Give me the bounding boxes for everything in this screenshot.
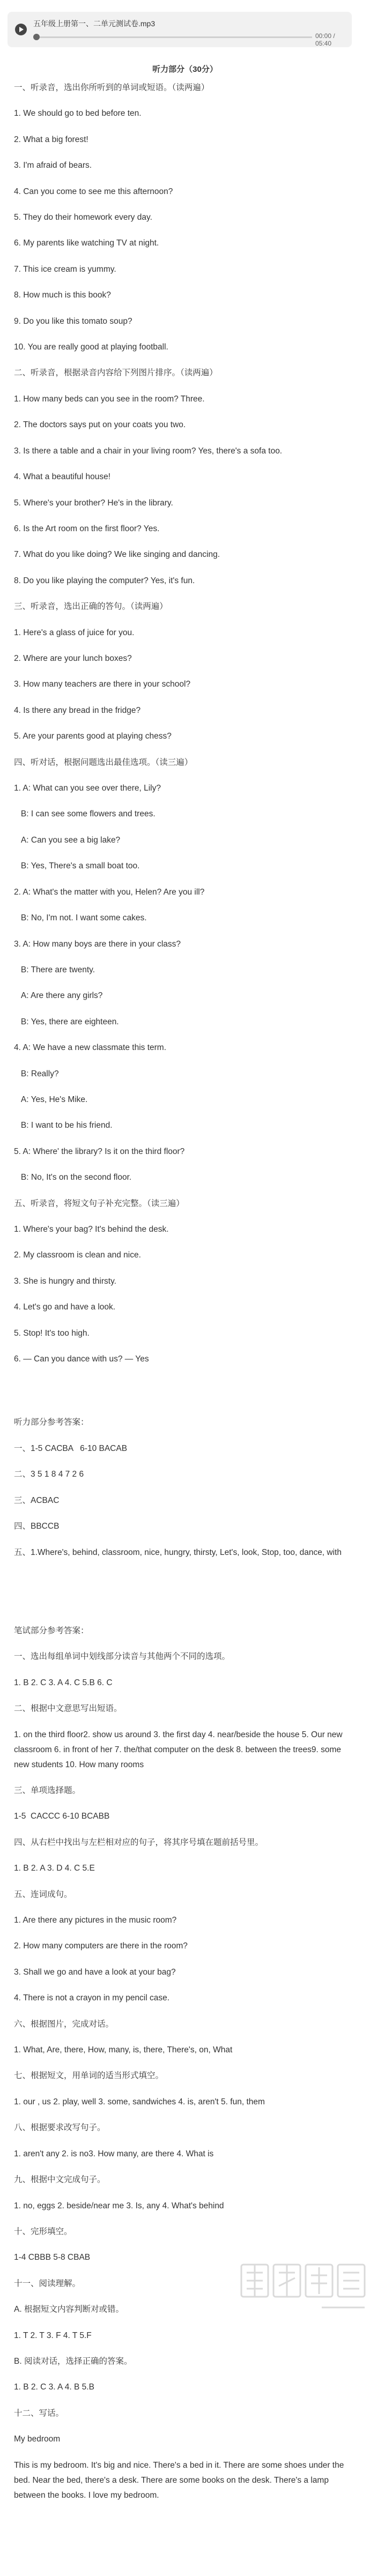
paragraph: 6. — Can you dance with us? — Yes <box>14 1354 149 1364</box>
paragraph: 一、听录音，选出你所听到的单词或短语。（读两遍） <box>14 83 210 92</box>
watermark <box>236 2254 370 2334</box>
paragraph: 2. My classroom is clean and nice. <box>14 1250 141 1260</box>
paragraph: 十二、写话。 <box>14 2409 64 2418</box>
paragraph: 1-4 CBBB 5-8 CBAB <box>14 2253 91 2262</box>
paragraph: 1. no, eggs 2. beside/near me 3. Is, any 4. What's behind <box>14 2201 224 2210</box>
paragraph: 1. T 2. T 3. F 4. T 5.F <box>14 2331 92 2340</box>
paragraph: My bedroom <box>14 2434 61 2444</box>
paragraph: 1. B 2. C 3. A 4. C 5.B 6. C <box>14 1678 113 1687</box>
paragraph: 5. They do their homework every day. <box>14 213 152 222</box>
paragraph: 5. Where's your brother? He's in the library. <box>14 498 173 508</box>
audio-player[interactable] <box>8 12 352 47</box>
paragraph: 3. She is hungry and thirsty. <box>14 1277 116 1286</box>
paragraph: 二、听录音，根据录音内容给下列图片排序。（读两遍） <box>14 368 218 377</box>
paragraph: 8. Do you like playing the computer? Yes, it's fun. <box>14 576 195 585</box>
paragraph: 1. on the third floor2. show us around 3. the first day 4. near/beside the house 5. Our new classroom 6. in front of her 7. the/that computer on the desk 8. between the trees9. some new students 10. How many rooms <box>14 1730 345 1769</box>
paragraph: 二、3 5 1 8 4 7 2 6 <box>14 1470 84 1479</box>
paragraph: 1. How many beds can you see in the room? Three. <box>14 394 205 404</box>
paragraph: 3. I'm afraid of bears. <box>14 161 92 170</box>
paragraph: 3. Is there a table and a chair in your living room? Yes, there's a sofa too. <box>14 446 283 456</box>
audio-file-name: 五年级上册第一、二单元测试卷.mp3 <box>33 19 156 28</box>
paragraph: B: I want to be his friend. <box>14 1121 113 1130</box>
paragraph: 四、从右栏中找出与左栏相对应的句子，将其序号填在题前括号里。 <box>14 1838 264 1847</box>
paragraph: 三、单项选择题。 <box>14 1786 81 1795</box>
paragraph: A: Yes, He's Mike. <box>14 1095 88 1104</box>
paragraph: 五、1.Where's, behind, classroom, nice, hungry, thirsty, Let's, look, Stop, too, dance, with <box>14 1548 342 1557</box>
paragraph: B: No, I'm not. I want some cakes. <box>14 913 147 922</box>
paragraph: 2. A: What's the matter with you, Helen? Are you ill? <box>14 888 205 897</box>
paragraph: 1. B 2. A 3. D 4. C 5.E <box>14 1864 95 1873</box>
paragraph: B: Yes, There's a small boat too. <box>14 861 140 870</box>
paragraph: 八、根据要求改写句子。 <box>14 2123 106 2132</box>
audio-progress-track[interactable] <box>33 36 312 38</box>
paragraph: 4. Let's go and have a look. <box>14 1302 116 1312</box>
paragraph: 二、根据中文意思写出短语。 <box>14 1704 122 1713</box>
paragraph: A: Are there any girls? <box>14 991 103 1000</box>
paragraph: B: I can see some flowers and trees. <box>14 809 156 818</box>
paragraph: 7. What do you like doing? We like singing and dancing. <box>14 550 220 559</box>
watermark-logo <box>236 2254 370 2334</box>
paragraph: 1-5 CACCC 6-10 BCABB <box>14 1812 110 1821</box>
paragraph: 6. Is the Art room on the first floor? Yes. <box>14 524 160 533</box>
paragraph: 1. our , us 2. play, well 3. some, sandwiches 4. is, aren't 5. fun, them <box>14 2097 265 2106</box>
paragraph: 6. My parents like watching TV at night. <box>14 239 159 248</box>
paragraph: This is my bedroom. It's big and nice. There's a bed in it. There are some shoes under the bed. Near the bed, there's a desk. There are some books on the desk. There's a lamp between the books. I love my bedroom. <box>14 2461 346 2500</box>
paragraph: 8. How much is this book? <box>14 291 111 300</box>
paragraph: 1. A: What can you see over there, Lily? <box>14 784 161 793</box>
paragraph: 4. There is not a crayon in my pencil case. <box>14 1993 170 2002</box>
paragraph: 五、听录音，将短文句子补充完整。（读三遍） <box>14 1199 184 1208</box>
paragraph: 1. We should go to bed before ten. <box>14 109 142 118</box>
paragraph: 2. How many computers are there in the room? <box>14 1941 188 1950</box>
paragraph: 一、选出每组单词中划线部分读音与其他两个不同的选项。 <box>14 1652 231 1661</box>
paragraph: 5. Are your parents good at playing chess? <box>14 732 172 741</box>
paragraph: 3. How many teachers are there in your school? <box>14 680 191 689</box>
paragraph: 五、连词成句。 <box>14 1890 72 1899</box>
paragraph: 1. Here's a glass of juice for you. <box>14 628 135 637</box>
paragraph: 十、完形填空。 <box>14 2227 72 2236</box>
paragraph: 听力部分参考答案： <box>14 1418 89 1427</box>
paragraph: 九、根据中文完成句子。 <box>14 2175 106 2184</box>
paragraph: B: Really? <box>14 1069 59 1078</box>
paragraph: 四、听对话，根据问题选出最佳选项。（读三遍） <box>14 758 193 767</box>
paragraph: 1. Are there any pictures in the music room? <box>14 1916 177 1925</box>
paragraph: B: Yes, there are eighteen. <box>14 1017 119 1026</box>
paragraph: 3. A: How many boys are there in your class? <box>14 940 181 949</box>
paragraph: 4. Can you come to see me this afternoon? <box>14 187 173 196</box>
paragraph: 4. What a beautiful house! <box>14 472 111 481</box>
section-title: 听力部分（30分） <box>152 65 218 74</box>
play-icon[interactable] <box>15 24 27 35</box>
audio-time: 00:00 / 05:40 <box>315 32 335 47</box>
paragraph: 2. What a big forest! <box>14 135 88 144</box>
audio-progress-knob[interactable] <box>33 34 40 40</box>
paragraph: 4. Is there any bread in the fridge? <box>14 706 141 715</box>
paragraph: 三、ACBAC <box>14 1496 60 1505</box>
paragraph: B. 阅读对话，选择正确的答案。 <box>14 2357 132 2366</box>
paragraph: 1. aren't any 2. is no3. How many, are there 4. What is <box>14 2149 214 2158</box>
paragraph: 3. Shall we go and have a look at your bag? <box>14 1968 176 1977</box>
paragraph: 1. What, Are, there, How, many, is, there, There's, on, What <box>14 2045 233 2054</box>
paragraph: 四、BBCCB <box>14 1522 60 1531</box>
paragraph: 七、根据短文，用单词的适当形式填空。 <box>14 2071 164 2080</box>
paragraph: 2. Where are your lunch boxes? <box>14 654 132 663</box>
paragraph: 十一、阅读理解。 <box>14 2279 81 2288</box>
paragraph: 5. A: Where' the library? Is it on the third floor? <box>14 1147 185 1156</box>
paragraph: B: There are twenty. <box>14 965 95 974</box>
paragraph: 5. Stop! It's too high. <box>14 1329 90 1338</box>
paragraph: 2. The doctors says put on your coats you two. <box>14 420 186 429</box>
paragraph: 1. B 2. C 3. A 4. B 5.B <box>14 2383 94 2392</box>
paragraph: A: Can you see a big lake? <box>14 836 121 845</box>
paragraph: B: No, It's on the second floor. <box>14 1173 132 1182</box>
paragraph: 六、根据图片，完成对话。 <box>14 2020 114 2029</box>
paragraph: A. 根据短文内容判断对或错。 <box>14 2305 124 2314</box>
paragraph: 1. Where's your bag? It's behind the desk. <box>14 1225 169 1234</box>
paragraph: 9. Do you like this tomato soup? <box>14 317 132 326</box>
paragraph: 一、1-5 CACBA 6-10 BACAB <box>14 1444 128 1453</box>
paragraph: 7. This ice cream is yummy. <box>14 265 116 274</box>
paragraph: 三、听录音，选出正确的答句。（读两遍） <box>14 602 168 611</box>
paragraph: 10. You are really good at playing football. <box>14 343 168 352</box>
paragraph: 4. A: We have a new classmate this term. <box>14 1043 167 1052</box>
paragraph: 笔试部分参考答案： <box>14 1626 89 1635</box>
